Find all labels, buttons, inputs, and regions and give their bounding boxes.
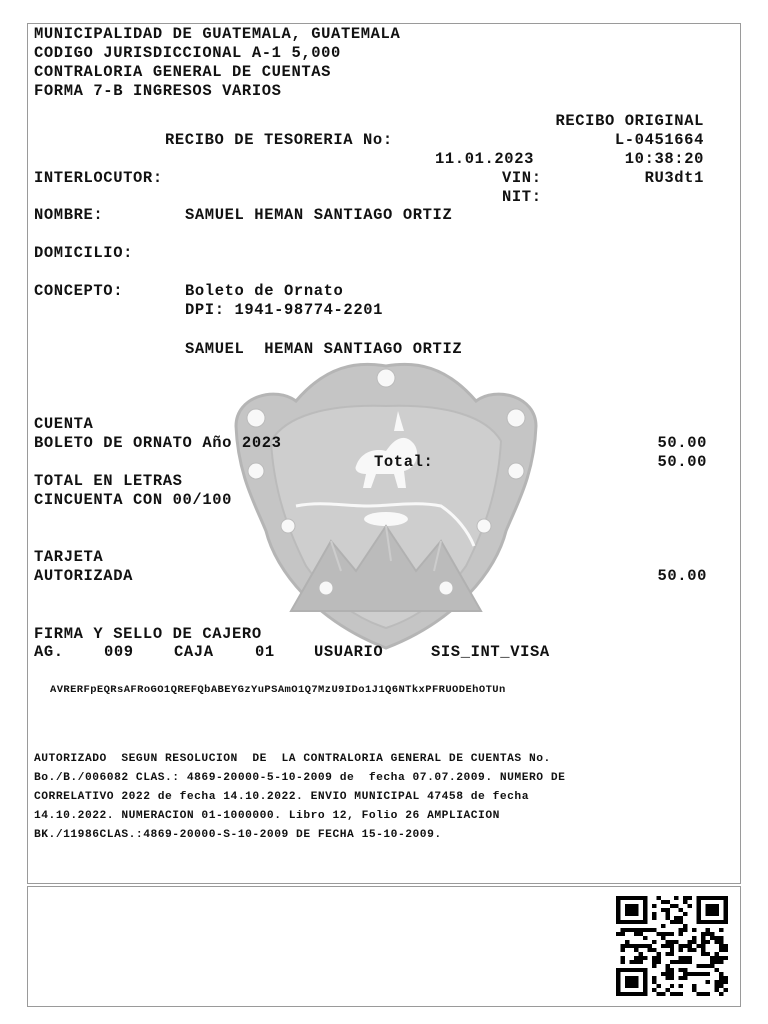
receipt-copy-type: RECIBO ORIGINAL: [555, 112, 704, 130]
cashier-signature-label: FIRMA Y SELLO DE CAJERO: [34, 625, 262, 643]
nit-label: NIT:: [502, 188, 542, 206]
total-letters-label: TOTAL EN LETRAS: [34, 472, 183, 490]
form-type: FORMA 7-B INGRESOS VARIOS: [34, 82, 282, 100]
authorization-code: AVRERFpEQRsAFRoGO1QREFQbABEYGzYuPSAmO1Q7MzU9IDo1J1Q6NTkxPFRUODEhOTUn: [50, 684, 506, 696]
contraloria-label: CONTRALORIA GENERAL DE CUENTAS: [34, 63, 332, 81]
cuenta-item-amount: 50.00: [657, 434, 707, 452]
agency-value: 009: [104, 643, 134, 661]
nombre-value: SAMUEL HEMAN SANTIAGO ORTIZ: [185, 206, 453, 224]
coat-of-arms-icon: [216, 356, 556, 656]
legal-line-3: CORRELATIVO 2022 de fecha 14.10.2022. ENVIO MUNICIPAL 47458 de fecha: [34, 791, 529, 803]
legal-line-5: BK./11986CLAS.:4869-20000-S-10-2009 DE FECHA 15-10-2009.: [34, 829, 442, 841]
concepto-name: SAMUEL HEMAN SANTIAGO ORTIZ: [185, 340, 463, 358]
domicilio-label: DOMICILIO:: [34, 244, 134, 262]
cuenta-label: CUENTA: [34, 415, 94, 433]
jurisdiction-code: CODIGO JURISDICCIONAL A-1 5,000: [34, 44, 341, 62]
receipt-title: RECIBO DE TESORERIA No:: [165, 131, 393, 149]
dpi-value: DPI: 1941-98774-2201: [185, 301, 384, 319]
qr-code-icon: [616, 896, 728, 996]
legal-line-4: 14.10.2022. NUMERACION 01-1000000. Libro 12, Folio 26 AMPLIACION: [34, 810, 500, 822]
cuenta-item-label: BOLETO DE ORNATO Año 2023: [34, 434, 282, 452]
usuario-label: USUARIO: [314, 643, 384, 661]
legal-line-1: AUTORIZADO SEGUN RESOLUCION DE LA CONTRALORIA GENERAL DE CUENTAS No.: [34, 753, 551, 765]
receipt-time: 10:38:20: [624, 150, 704, 168]
caja-label: CAJA: [174, 643, 214, 661]
concepto-value: Boleto de Ornato: [185, 282, 344, 300]
interlocutor-label: INTERLOCUTOR:: [34, 169, 163, 187]
usuario-value: SIS_INT_VISA: [431, 643, 550, 661]
legal-line-2: Bo./B./006082 CLAS.: 4869-20000-5-10-2009 de fecha 07.07.2009. NUMERO DE: [34, 772, 566, 784]
agency-label: AG.: [34, 643, 64, 661]
municipality-name: MUNICIPALIDAD DE GUATEMALA, GUATEMALA: [34, 25, 401, 43]
autorizada-label: AUTORIZADA: [34, 567, 134, 585]
nombre-label: NOMBRE:: [34, 206, 104, 224]
vin-label: VIN:: [502, 169, 542, 187]
vin-value: RU3dt1: [644, 169, 704, 187]
receipt-date: 11.01.2023: [435, 150, 535, 168]
caja-value: 01: [255, 643, 275, 661]
concepto-label: CONCEPTO:: [34, 282, 124, 300]
total-amount: 50.00: [657, 453, 707, 471]
tarjeta-label: TARJETA: [34, 548, 104, 566]
receipt-number: L-0451664: [614, 131, 704, 149]
total-label: Total:: [374, 453, 434, 471]
autorizada-amount: 50.00: [657, 567, 707, 585]
total-letters-value: CINCUENTA CON 00/100: [34, 491, 233, 509]
